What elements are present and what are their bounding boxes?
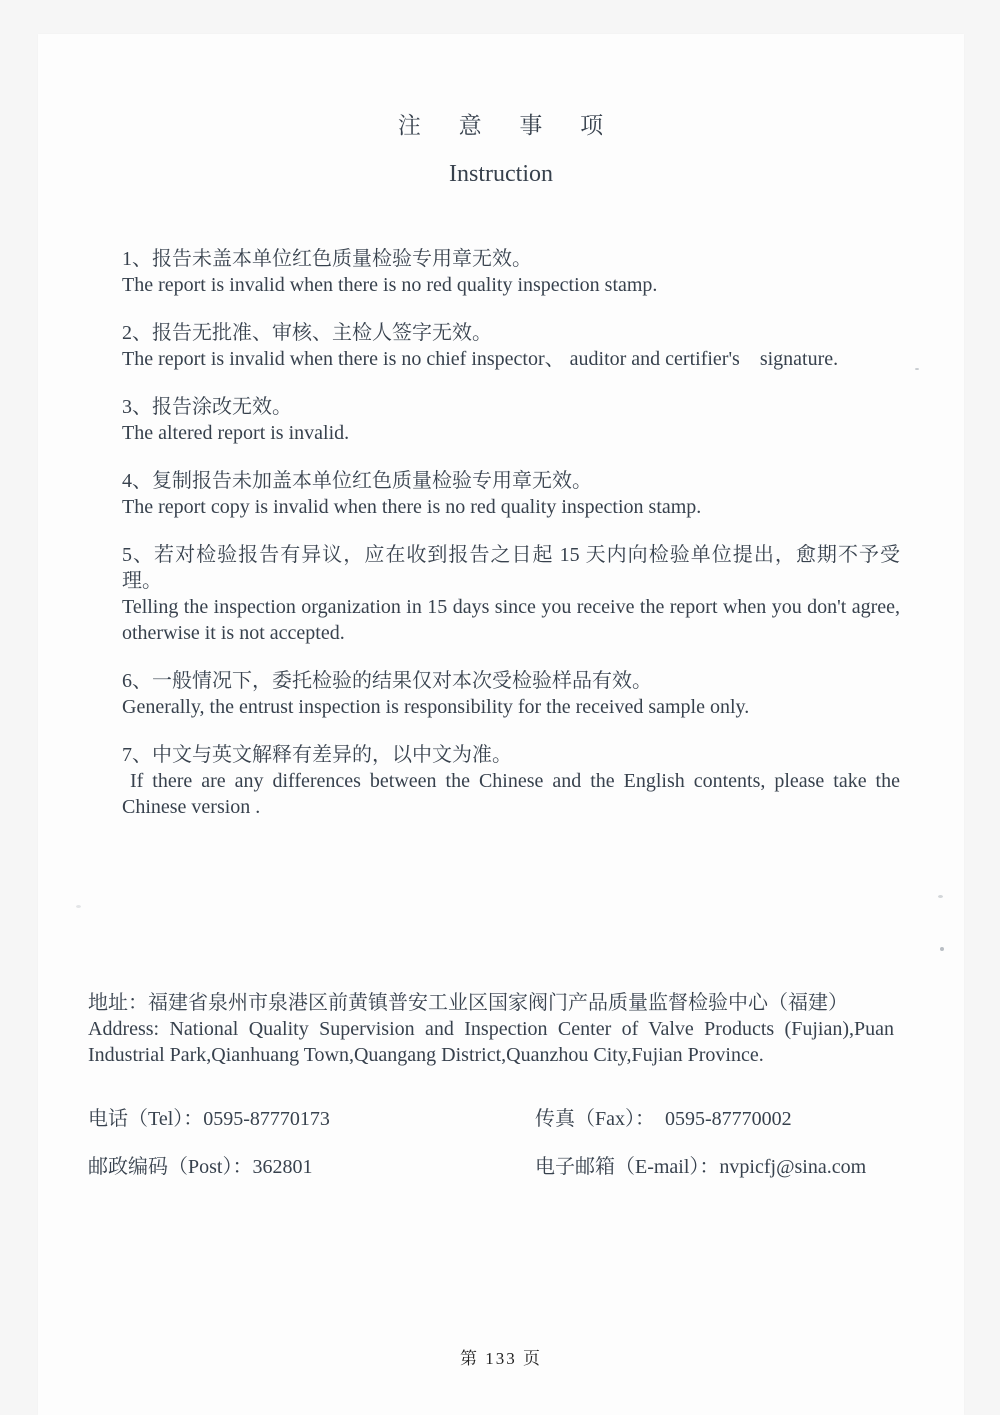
- item-5-english: Telling the inspection organization in 15 days since you receive the report when you don't agree, otherwise it is not accepted.: [122, 596, 900, 644]
- instruction-item-6: [122, 668, 900, 720]
- instruction-list: [122, 246, 900, 842]
- instruction-item-7: [122, 742, 900, 820]
- page-title-chinese: 注 意 事 项: [397, 113, 605, 138]
- item-2-english: The report is invalid when there is no chief inspector、 auditor and certifier's signature.: [122, 348, 839, 370]
- page-title-english: Instruction: [449, 161, 553, 187]
- contact-row-phone: [88, 1106, 928, 1132]
- item-3-english: The altered report is invalid.: [122, 422, 350, 444]
- instruction-item-5: [122, 542, 900, 646]
- item-7-english: If there are any differences between the Chinese and the English contents, please take the Chinese version .: [122, 770, 900, 818]
- address-chinese: 地址：福建省泉州市泉港区前黄镇普安工业区国家阀门产品质量监督检验中心（福建）: [88, 992, 848, 1014]
- item-2-chinese: 2、报告无批准、审核、主检人签字无效。: [122, 322, 492, 344]
- title-block: [38, 112, 964, 189]
- email-label-value: 电子邮箱（E-mail）：nvpicfj@sina.com: [535, 1156, 867, 1178]
- item-3-chinese: 3、报告涂改无效。: [122, 396, 292, 418]
- instruction-item-1: [122, 246, 900, 298]
- scan-artifact: [940, 947, 944, 951]
- tel-label-value: 电话（Tel）：0595-87770173: [88, 1108, 330, 1130]
- page-number: 第 133 页: [460, 1349, 542, 1368]
- instruction-item-3: [122, 394, 900, 446]
- item-4-chinese: 4、复制报告未加盖本单位红色质量检验专用章无效。: [122, 470, 592, 492]
- scan-artifact: [76, 905, 81, 908]
- instruction-item-2: [122, 320, 900, 372]
- paper: [38, 34, 964, 1415]
- page-footer: [38, 1348, 964, 1370]
- fax-label-value: 传真（Fax）： 0595-87770002: [535, 1108, 792, 1130]
- item-6-chinese: 6、一般情况下，委托检验的结果仅对本次受检验样品有效。: [122, 670, 652, 692]
- item-5-chinese: 5、若对检验报告有异议，应在收到报告之日起 15 天内向检验单位提出，愈期不予受理。: [122, 544, 900, 592]
- scan-artifact: [915, 368, 919, 370]
- item-6-english: Generally, the entrust inspection is responsibility for the received sample only.: [122, 696, 750, 718]
- contact-block: [88, 1106, 928, 1202]
- address-block: [88, 990, 894, 1068]
- item-7-chinese: 7、中文与英文解释有差异的，以中文为准。: [122, 744, 512, 766]
- scan-artifact: [938, 895, 943, 898]
- item-4-english: The report copy is invalid when there is no red quality inspection stamp.: [122, 496, 702, 518]
- item-1-chinese: 1、报告未盖本单位红色质量检验专用章无效。: [122, 248, 532, 270]
- item-1-english: The report is invalid when there is no red quality inspection stamp.: [122, 274, 658, 296]
- post-label-value: 邮政编码（Post）：362801: [88, 1156, 313, 1178]
- instruction-item-4: [122, 468, 900, 520]
- address-english: Address: National Quality Supervision and Inspection Center of Valve Products (Fujian),Puan Industrial Park,Qianhuang Town,Quangang District,Quanzhou City,Fujian Province.: [88, 1018, 894, 1066]
- contact-row-post: [88, 1154, 928, 1180]
